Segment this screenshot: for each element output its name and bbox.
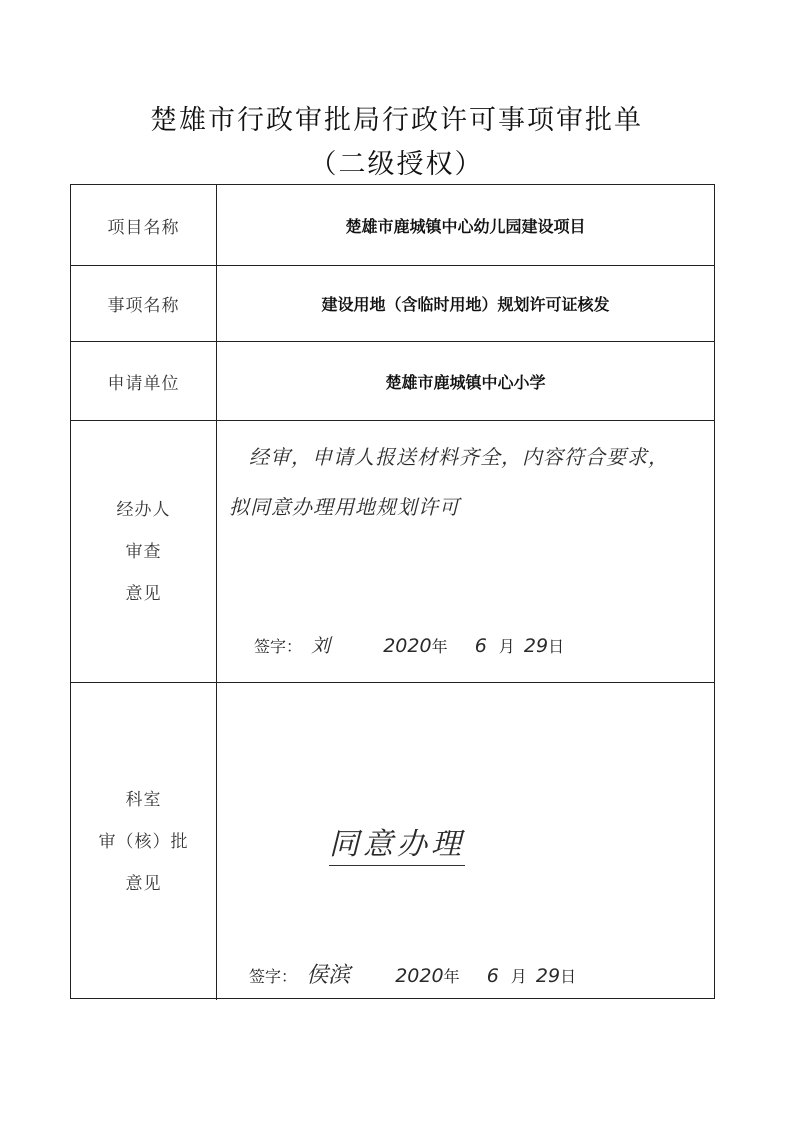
matter-name-value: 建设用地（含临时用地）规划许可证核发 [321, 295, 610, 314]
handler-year-unit: 年 [431, 637, 448, 656]
handler-sign-label: 签字： [254, 637, 303, 656]
section-sign-month: 6 [486, 965, 499, 987]
handler-signature-line [254, 631, 564, 658]
handler-label-line-1: 经办人 [116, 499, 171, 520]
handler-opinion-line-1: 经审，申请人报送材料齐全，内容符合要求， [249, 445, 669, 469]
section-opinion-label [71, 683, 217, 1000]
applicant-label: 申请单位 [71, 342, 217, 420]
handler-sign-year: 2020 [383, 635, 432, 657]
section-day-unit: 日 [560, 967, 577, 986]
row-handler-opinion [71, 421, 714, 683]
section-sign-label: 签字： [249, 967, 298, 986]
handler-month-unit: 月 [498, 637, 515, 656]
approval-form [70, 184, 715, 999]
section-label-line-1: 科室 [125, 789, 162, 810]
applicant-value: 楚雄市鹿城镇中心小学 [385, 372, 546, 392]
handler-opinion-line-2: 拟同意办理用地规划许可 [229, 495, 460, 519]
handler-label-line-2: 审查 [125, 541, 162, 562]
matter-name-label: 事项名称 [71, 266, 217, 341]
document-subtitle: （二级授权） [309, 149, 484, 180]
row-matter-name [71, 266, 714, 342]
section-sign-year: 2020 [395, 965, 444, 987]
project-name-value: 楚雄市鹿城镇中心幼儿园建设项目 [345, 216, 586, 236]
section-month-unit: 月 [510, 967, 527, 986]
row-section-opinion [71, 683, 714, 1000]
row-project-name [71, 185, 714, 266]
handler-sign-day: 29 [523, 635, 549, 657]
project-name-label: 项目名称 [71, 185, 217, 265]
section-opinion-text: 同意办理 [329, 819, 465, 866]
handler-day-unit: 日 [548, 637, 565, 656]
section-signature-line [249, 958, 576, 989]
section-sign-day: 29 [535, 965, 561, 987]
section-sign-name: 侯滨 [306, 963, 351, 988]
handler-opinion-label [71, 421, 217, 682]
handler-sign-name: 刘 [311, 635, 331, 657]
section-year-unit: 年 [443, 967, 460, 986]
handler-sign-month: 6 [474, 635, 487, 657]
row-applicant [71, 342, 714, 421]
handler-label-line-3: 意见 [125, 583, 162, 604]
document-title: 楚雄市行政审批局行政许可事项审批单 [150, 105, 643, 136]
section-label-line-3: 意见 [125, 873, 162, 894]
section-label-line-2: 审（核）批 [98, 831, 189, 852]
